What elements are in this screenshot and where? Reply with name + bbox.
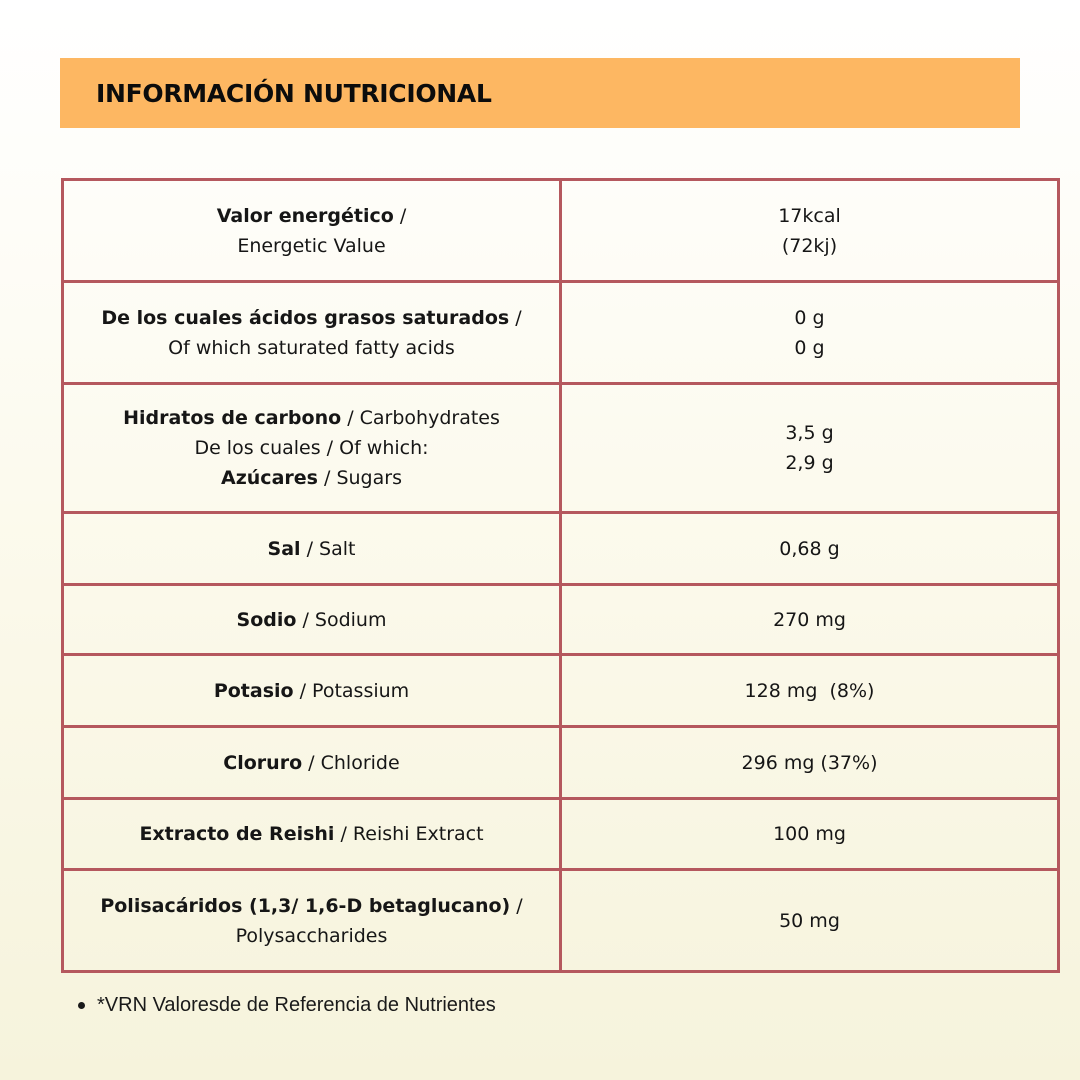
table-row-chloride	[63, 727, 1059, 799]
page-title: INFORMACIÓN NUTRICIONAL	[96, 78, 492, 108]
table-row-sodium	[63, 585, 1059, 655]
nutrient-label	[63, 799, 561, 870]
value-sugars: 2,9 g	[785, 452, 834, 474]
nutrient-value	[561, 384, 1059, 513]
bullet-icon	[78, 1002, 85, 1009]
value-line: 0 g	[794, 306, 825, 329]
label-es: Polisacáridos (1,3/ 1,6-D betaglucano)	[100, 894, 511, 917]
value-kj: (72kj)	[781, 234, 838, 257]
footnote	[78, 994, 496, 1017]
table-row-salt	[63, 513, 1059, 585]
table-row-potassium	[63, 655, 1059, 727]
nutrient-label	[63, 870, 561, 972]
label-es: Valor energético	[216, 204, 394, 227]
label-en: Of which saturated fatty acids	[168, 336, 455, 359]
label-sugars-es: Azúcares	[221, 467, 318, 489]
value-kcal: 17kcal	[778, 204, 841, 227]
table-row-reishi-extract	[63, 799, 1059, 870]
label-en: Energetic Value	[237, 234, 386, 257]
label-es: Sal	[267, 537, 301, 560]
value-chloride: 296 mg (37%)	[741, 751, 878, 774]
nutrient-label	[63, 384, 561, 513]
nutrient-value	[561, 180, 1059, 282]
value-potassium: 128 mg (8%)	[744, 679, 875, 702]
nutrient-label	[63, 585, 561, 655]
label-es: Hidratos de carbono	[123, 407, 342, 429]
value-polysaccharides: 50 mg	[779, 909, 840, 932]
nutrient-label	[63, 727, 561, 799]
label-of-which: De los cuales / Of which:	[194, 437, 429, 459]
label-en: / Salt	[300, 537, 356, 560]
value-carbohydrates: 3,5 g	[785, 422, 834, 444]
label-en: Polysaccharides	[235, 924, 388, 947]
nutrient-value	[561, 585, 1059, 655]
nutrient-value	[561, 282, 1059, 384]
label-en: / Carbohydrates	[341, 407, 500, 429]
nutrient-label	[63, 282, 561, 384]
nutrition-table	[61, 178, 1060, 973]
value-line: 0 g	[794, 336, 825, 359]
label-separator: /	[393, 204, 407, 227]
label-en: / Chloride	[302, 751, 400, 774]
label-en: / Reishi Extract	[334, 823, 484, 845]
label-separator: /	[510, 894, 523, 917]
value-salt: 0,68 g	[779, 537, 840, 560]
label-es: Potasio	[213, 679, 294, 702]
table-row-carbohydrates	[63, 384, 1059, 513]
label-es: Sodio	[236, 608, 297, 631]
nutrient-value	[561, 727, 1059, 799]
nutrient-label	[63, 513, 561, 585]
nutrient-value	[561, 655, 1059, 727]
label-en: / Potassium	[293, 679, 410, 702]
nutrient-value	[561, 513, 1059, 585]
label-es: Extracto de Reishi	[139, 823, 335, 845]
nutrient-label	[63, 180, 561, 282]
header-bar	[60, 58, 1020, 128]
table-row-polysaccharides	[63, 870, 1059, 972]
table-row-energetic-value	[63, 180, 1059, 282]
footnote-text: *VRN Valoresde de Referencia de Nutrientes	[97, 994, 496, 1016]
label-separator: /	[509, 306, 522, 329]
label-es: Cloruro	[223, 751, 303, 774]
nutrient-label	[63, 655, 561, 727]
label-sugars-en: / Sugars	[317, 467, 402, 489]
value-reishi: 100 mg	[773, 823, 846, 845]
label-es: De los cuales ácidos grasos saturados	[101, 306, 510, 329]
nutrient-value	[561, 799, 1059, 870]
table-row-saturated-fat	[63, 282, 1059, 384]
nutrient-value	[561, 870, 1059, 972]
value-sodium: 270 mg	[773, 608, 846, 631]
label-en: / Sodium	[296, 608, 387, 631]
